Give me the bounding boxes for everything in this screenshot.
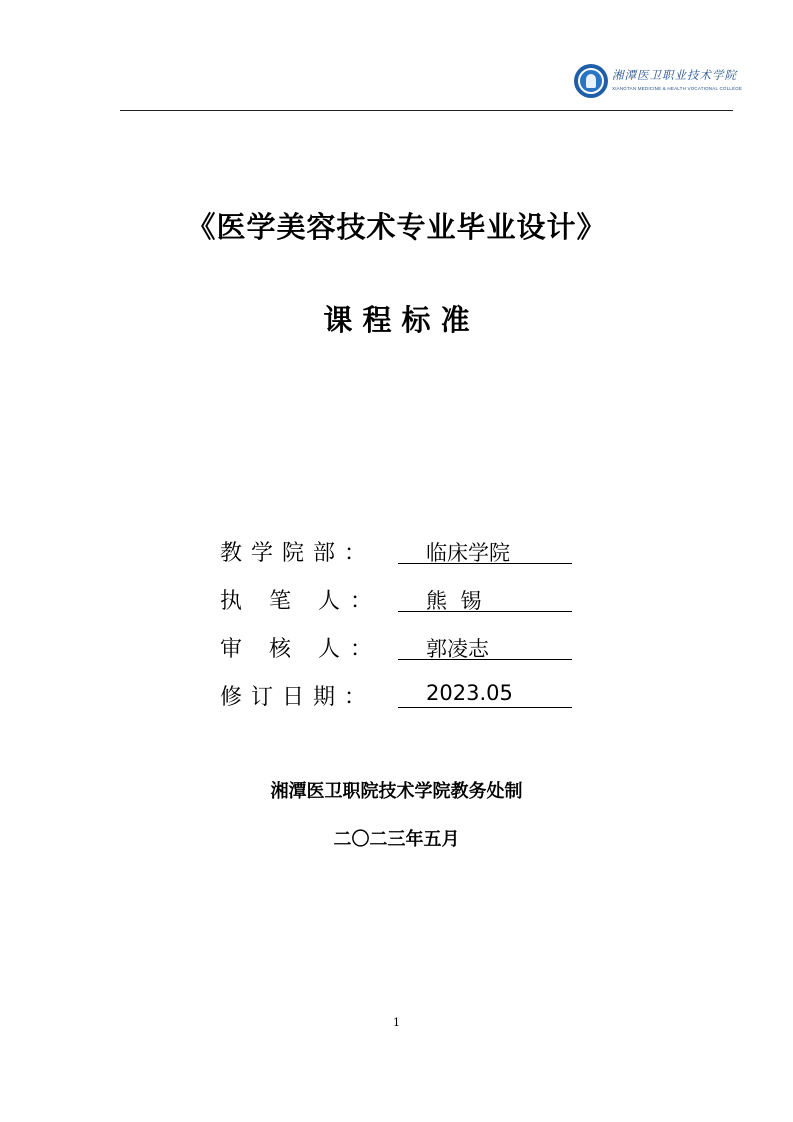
department-value-field — [398, 533, 572, 564]
department-label: 教学院部： — [220, 541, 376, 566]
revision-date-value-field — [398, 677, 572, 708]
info-row-author — [220, 581, 580, 629]
college-logo — [574, 64, 743, 100]
college-seal-icon — [574, 64, 608, 98]
document-title: 《医学美容技术专业毕业设计》 — [186, 210, 607, 244]
info-row-department — [220, 533, 580, 581]
logo-college-name: 湘潭医卫职业技术学院 — [612, 68, 737, 82]
info-row-reviewer — [220, 629, 580, 677]
revision-date-value: 2023.05 — [426, 681, 513, 705]
author-value: 熊 锡 — [426, 589, 482, 613]
author-value-field — [398, 581, 572, 612]
department-value: 临床学院 — [426, 541, 510, 565]
document-subtitle: 课 程 标 准 — [323, 303, 470, 337]
author-label: 执 笔 人： — [220, 589, 382, 614]
reviewer-label: 审 核 人： — [220, 637, 382, 662]
info-block — [220, 533, 580, 725]
issuer-line: 湘潭医卫职院技术学院教务处制 — [270, 781, 523, 802]
logo-college-english: XIANGTAN MEDICINE & HEALTH VOCATIONAL COLLEGE — [612, 86, 743, 91]
reviewer-value: 郭凌志 — [426, 637, 489, 661]
header-rule — [120, 110, 733, 111]
reviewer-value-field — [398, 629, 572, 660]
revision-date-label: 修订日期： — [220, 685, 376, 710]
info-row-revision-date — [220, 677, 580, 725]
page-number: 1 — [393, 1016, 400, 1029]
issue-date: 二〇二三年五月 — [333, 829, 460, 850]
